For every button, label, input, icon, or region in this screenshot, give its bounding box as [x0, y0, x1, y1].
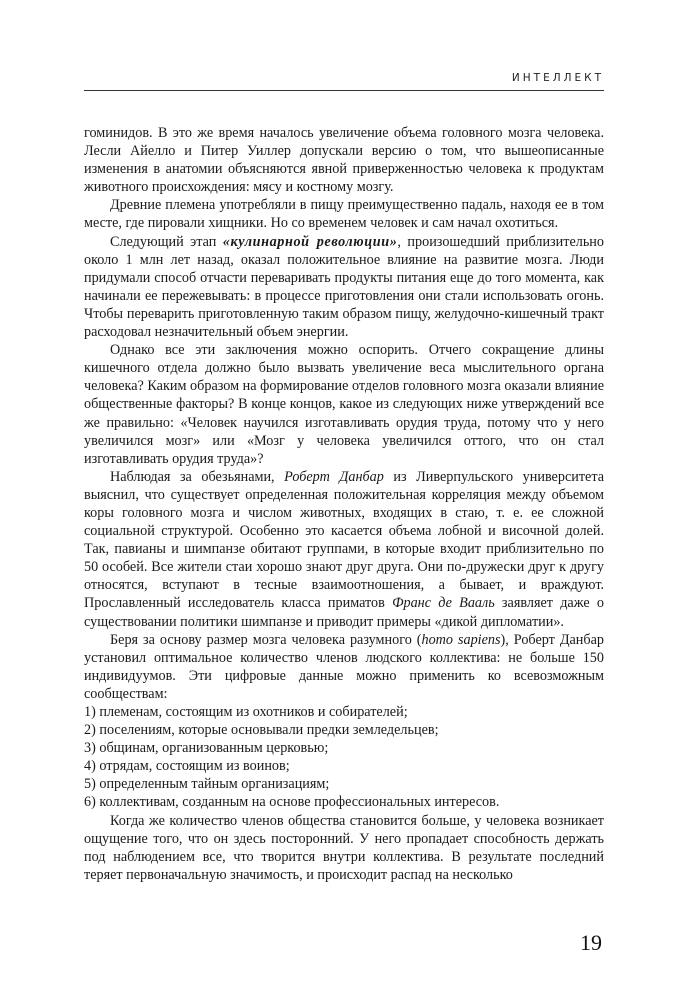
list-item: 4) отрядам, состоящим из воинов; — [84, 758, 290, 775]
paragraph — [84, 233, 604, 342]
paragraph — [84, 468, 604, 631]
person-name: Роберт Данбар — [284, 468, 384, 485]
list-item: 2) поселениям, которые основывали предки земледельцев; — [84, 722, 439, 739]
body-text — [84, 124, 604, 884]
paragraph: Древние племена употребляли в пищу преимущественно падаль, находя ее в том месте, где пировали хищники. Но со временем человек и сам начал охотиться. — [84, 197, 604, 232]
paragraph: Когда же количество членов общества становится больше, у человека возникает ощущение того, что он здесь посторонний. У него пропадает способность держать под наблюдением все, что творится внутри коллектива. В результате последний теряет первоначальную значимость, и происходит распад на несколько — [84, 812, 604, 883]
person-name: Франс де Вааль — [392, 595, 495, 612]
running-title: ИНТЕЛЛЕКТ — [511, 72, 604, 84]
paragraph: Однако все эти заключения можно оспорить. Отчего сокращение длины кишечного отдела должно было вызвать увеличение веса мыслительного органа человека? Каким образом на формирование отделов головного мозга оказали влияние общественные факторы? В конце концов, какое из следующих ниже утверждений все же правильно: «Человек научился изготавливать орудия труда, потому что у него увеличился мозг» или «Мозг у человека увеличился оттого, что он стал изготавливать орудия труда»? — [84, 342, 604, 467]
paragraph-text: заявляет даже о существовании политики шимпанзе и приводит примеры «дикой дипломатии». — [84, 595, 604, 630]
paragraph-text: , произошедший приблизительно около 1 млн лет назад, оказал положительное влияние на развитие мозга. Люди придумали способ отчасти переваривать продукты питания еще до того момента, как начинали ее пережевывать: в процессе приготовления они стали использовать огонь. Чтобы переварить приготовленную таким образом пищу, желудочно-кишечный тракт расходовал незначительный объем энергии. — [84, 233, 604, 341]
list-item: 5) определенным тайным организациям; — [84, 776, 330, 793]
paragraph — [84, 631, 604, 703]
emphasized-term: «кулинарной революции» — [222, 233, 398, 250]
paragraph-text: Наблюдая за обезьянами, — [110, 468, 285, 485]
paragraph-text: из Ливерпульского университета выяснил, что существует определенная положительная корреляция между объемом коры головного мозга и числом животных, входящих в стаю, т. е. ее сложной социальной структурой. Особенно это касается объема лобной и височной долей. Так, павианы и шимпанзе обитают группами, в которые входит приблизительно по 50 особей. Все жители стаи хорошо знают друг друга. Они по-дружески друг к другу относятся, вступают в тесные взаимоотношения, а бывает, и враждуют. Прославленный исследователь класса приматов — [84, 468, 605, 612]
paragraph: гоминидов. В это же время началось увеличение объема головного мозга человека. Лесли Айелло и Питер Уиллер допускали версию о том, что вышеописанные изменения в анатомии объясняются явной приверженностью человека к продуктам животного происхождения: мясу и костному мозгу. — [84, 125, 604, 196]
page-number: 19 — [580, 930, 602, 955]
list-item: 1) племенам, состоящим из охотников и собирателей; — [84, 704, 408, 720]
list-item: 6) коллективам, созданным на основе профессиональных интересов. — [84, 794, 500, 811]
latin-term: homo sapiens — [421, 631, 501, 648]
paragraph-text: Следующий этап — [110, 233, 223, 250]
list-item: 3) общинам, организованным церковью; — [84, 740, 329, 757]
paragraph-text: Беря за основу размер мозга человека разумного ( — [110, 631, 422, 648]
header-rule — [84, 90, 604, 91]
paragraph-text: ), Роберт Данбар установил оптимальное количество членов людского коллектива: не больше 150 индивидуумов. Эти цифровые данные можно применить ко всевозможным сообществам: — [84, 631, 604, 702]
